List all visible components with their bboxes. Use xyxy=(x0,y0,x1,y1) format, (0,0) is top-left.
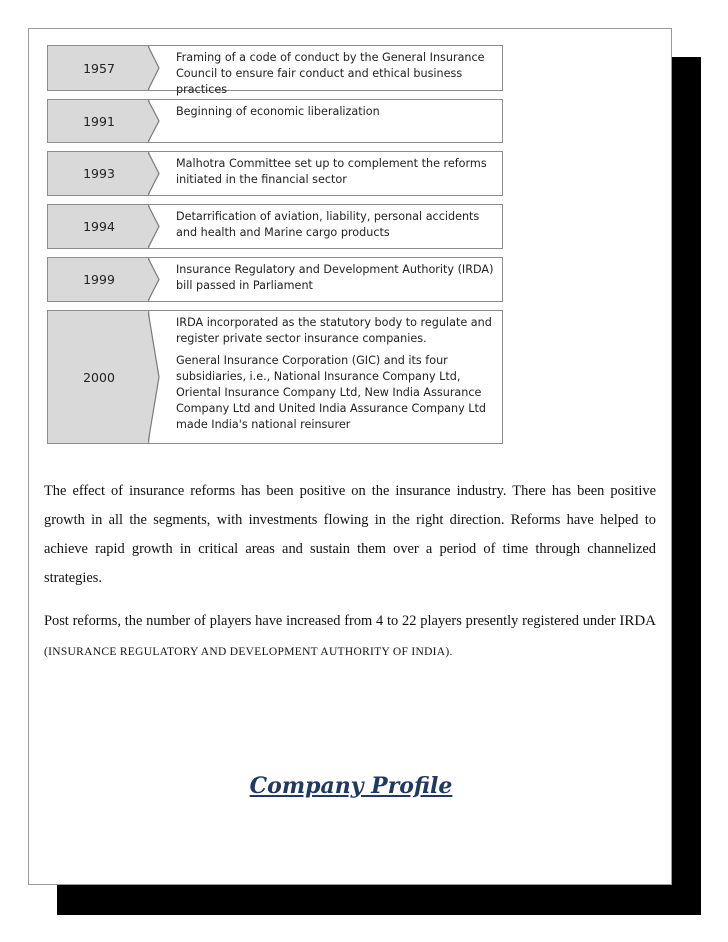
post-reforms-paragraph xyxy=(44,607,656,667)
timeline-year: 2000 xyxy=(48,311,150,443)
timeline-description: Malhotra Committee set up to complement the reforms initiated in the financial sector xyxy=(176,157,487,186)
timeline-year: 1999 xyxy=(48,258,150,301)
timeline-year: 1957 xyxy=(48,46,150,90)
reforms-effect-paragraph: The effect of insurance reforms has been positive on the insurance industry. There has been positive growth in all the segments, with investments flowing in the right direction. Reforms have helped to achieve rapid growth in critical areas and sustain them over a period of time through channelized strategies. xyxy=(44,483,656,586)
timeline-description: Framing of a code of conduct by the General Insurance Council to ensure fair conduct and ethical business practices xyxy=(176,51,485,96)
timeline-description: IRDA incorporated as the statutory body to regulate and register private sector insurance companies. General Insurance Corporation (GIC) and its four subsidiaries, i.e., National Insurance Company Ltd, Oriental Insurance Company Ltd, New India Assurance Company Ltd and United India Assurance Company Ltd made India's national reinsurer xyxy=(176,316,492,431)
timeline-row-1993 xyxy=(47,151,503,196)
chevron-divider-icon xyxy=(148,100,160,142)
timeline-year: 1993 xyxy=(48,152,150,195)
timeline-description: Insurance Regulatory and Development Authority (IRDA) bill passed in Parliament xyxy=(176,263,494,292)
chevron-divider-icon xyxy=(148,152,160,195)
timeline-description: Beginning of economic liberalization xyxy=(176,105,380,118)
timeline-row-1994 xyxy=(47,204,503,249)
chevron-divider-icon xyxy=(148,46,160,90)
chevron-divider-icon xyxy=(148,311,160,443)
company-profile-heading: Company Profile xyxy=(249,773,453,799)
post-reforms-lead: Post reforms, the number of players have increased from 4 to 22 players presently registered under xyxy=(44,613,620,629)
timeline-row-1957 xyxy=(47,45,503,96)
timeline-year: 1991 xyxy=(48,100,150,142)
chevron-divider-icon xyxy=(148,205,160,248)
insurance-reform-timeline xyxy=(47,45,503,452)
irda-acronym: IRDA xyxy=(619,613,656,629)
document-page xyxy=(28,28,672,885)
timeline-row-1991 xyxy=(47,99,503,143)
irda-expansion: (INSURANCE REGULATORY AND DEVELOPMENT AUTHORITY OF INDIA). xyxy=(44,646,453,658)
timeline-year: 1994 xyxy=(48,205,150,248)
timeline-description: Detarrification of aviation, liability, personal accidents and health and Marine cargo products xyxy=(176,210,480,239)
chevron-divider-icon xyxy=(148,258,160,301)
timeline-row-2000 xyxy=(47,310,503,444)
timeline-row-1999 xyxy=(47,257,503,302)
